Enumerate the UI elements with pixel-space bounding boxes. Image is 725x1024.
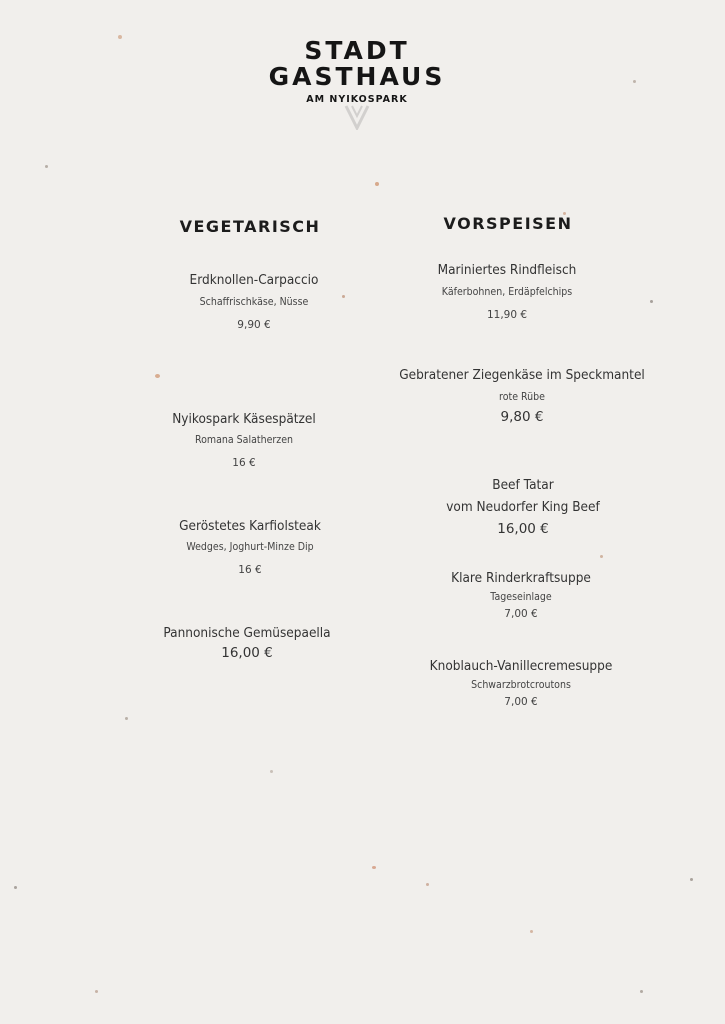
logo-line-am-nyikospark: AM NYIKOSPARK [306,94,408,105]
menu-item-name: Mariniertes Rindfleisch [437,262,577,278]
menu-item-description: Wedges, Joghurt-Minze Dip [186,541,314,553]
menu-item-name: Klare Rinderkraftsuppe [451,570,591,586]
menu-item-description: Schwarzbrotcroutons [471,679,571,691]
menu-item-name: Nyikospark Käsespätzel [172,411,316,427]
menu-item-price: 9,80 € [500,409,544,425]
menu-item [397,259,617,324]
paper-speck [650,300,653,303]
menu-item [382,364,662,427]
menu-item [140,515,360,579]
paper-speck [530,930,533,933]
menu-item-price: 16 € [232,457,256,469]
menu-item-description: Romana Salatherzen [194,434,294,446]
menu-item-name-line2: vom Neudorfer King Beef [446,499,600,515]
menu-item-name: Beef Tatar [492,477,554,493]
menu-item [137,624,357,663]
paper-speck [270,770,273,773]
menu-item [144,269,364,334]
paper-speck [640,990,643,993]
paper-speck [125,717,128,720]
paper-speck [155,374,160,378]
menu-item-name: Gebratener Ziegenkäse im Speckmantel [399,367,645,383]
menu-item [391,655,651,711]
restaurant-logo [262,38,452,105]
paper-speck [95,990,98,993]
menu-item-price: 11,90 € [486,309,528,321]
menu-item-name: Knoblauch-Vanillecremesuppe [429,658,613,674]
menu-item-price: 7,00 € [504,608,538,620]
menu-item-description: rote Rübe [499,391,545,403]
menu-item-price: 7,00 € [504,696,538,708]
menu-item-name: Geröstetes Karfiolsteak [179,518,321,534]
menu-item [411,567,631,623]
paper-speck [45,165,48,168]
paper-speck [690,878,693,881]
menu-item [413,474,633,539]
logo-line-stadt: STADT [304,36,410,65]
menu-item-name: Erdknollen-Carpaccio [189,272,319,288]
menu-item-price: 9,90 € [237,319,271,331]
section-heading-vorspeisen: VORSPEISEN [443,214,573,233]
paper-speck [633,80,636,83]
logo-emblem-icon [342,104,372,130]
paper-speck [600,555,603,558]
menu-item [134,408,354,472]
menu-item-price: 16,00 € [497,521,549,537]
paper-speck [426,883,429,886]
menu-item-description: Tageseinlage [490,591,552,603]
logo-line-gasthaus: GASTHAUS [268,62,446,91]
paper-speck [118,35,122,39]
section-heading-vegetarisch: VEGETARISCH [179,217,321,236]
menu-item-name: Pannonische Gemüsepaella [163,625,331,641]
paper-speck [375,182,379,186]
menu-item-price: 16 € [238,564,262,576]
paper-speck [14,886,17,889]
menu-item-description: Schaffrischkäse, Nüsse [199,296,309,308]
menu-item-price: 16,00 € [221,645,273,661]
menu-item-description: Käferbohnen, Erdäpfelchips [441,286,573,298]
paper-speck [372,866,376,869]
